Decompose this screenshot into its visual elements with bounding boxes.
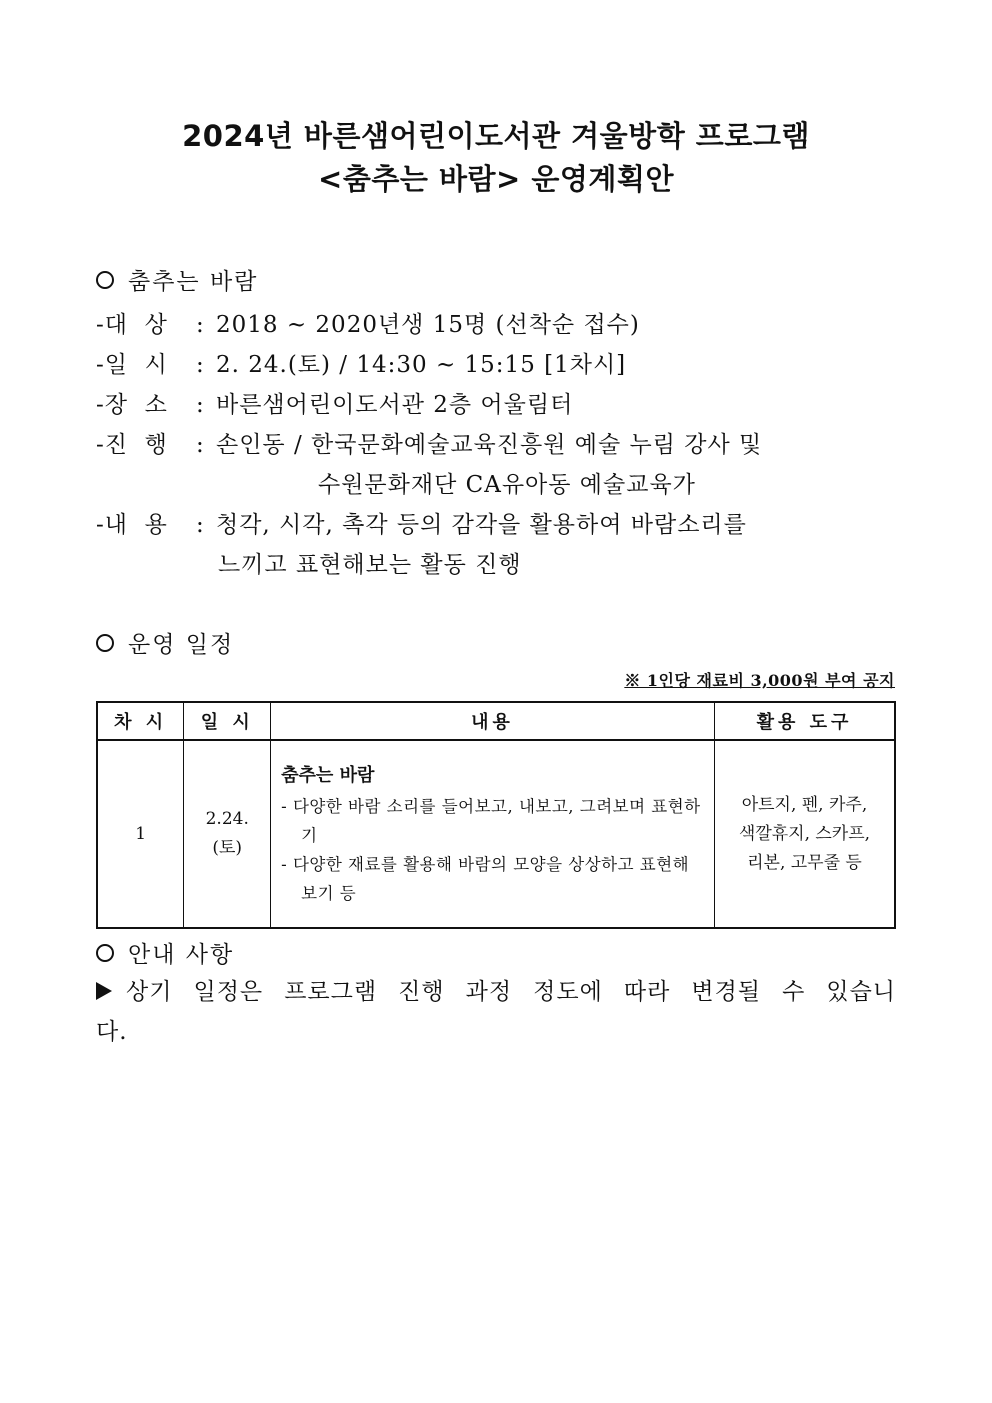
info-value: 바른샘어린이도서관 2층 어울림터 [216,392,574,418]
info-separator: : [196,352,205,378]
program-heading-text: 춤추는 바람 [128,269,259,295]
session-cell: 1 [97,740,184,928]
tools-cell [714,740,895,928]
column-header-content: 내용 [271,702,715,740]
program-section-heading [96,263,258,296]
column-header-date: 일 시 [184,702,271,740]
info-content-continuation: 느끼고 표현해보는 활동 진행 [218,552,522,578]
info-row-place [96,386,573,419]
info-value: 2. 24.(토) / 14:30 ~ 15:15 [1차시] [216,352,627,378]
content-title: 춤추는 바람 [281,764,375,786]
circle-bullet-icon [96,634,114,652]
info-host-continuation: 수원문화재단 CA유아동 예술교육가 [318,472,696,498]
info-value: 2018 ~ 2020년생 15명 (선착순 접수) [216,312,640,338]
guide-note-text: 상기 일정은 프로그램 진행 과정 정도에 따라 변경될 수 있습니 [126,979,896,1005]
day-text: (토) [212,838,243,858]
column-header-tools: 활용 도구 [714,702,895,740]
guide-note-line1 [96,973,896,1006]
circle-bullet-icon [96,944,114,962]
info-label: -내 용 [96,512,168,538]
triangle-bullet-icon [96,982,112,1000]
date-cell [184,740,271,928]
info-label: -진 행 [96,432,168,458]
info-row-host [96,426,762,459]
guide-note-line2: 다. [96,1019,128,1045]
date-text: 2.24. [205,809,249,829]
content-cell [271,740,715,928]
info-label: -대 상 [96,312,168,338]
content-bullet: - 다양한 재료를 활용해 바람의 모양을 상상하고 표현해 보기 등 [281,854,690,903]
schedule-table [96,701,896,929]
material-fee-notice: ※ 1인당 재료비 3,000원 부여 공지 [624,671,895,690]
schedule-section-heading [96,626,234,659]
info-separator: : [196,312,205,338]
info-row-datetime [96,346,626,379]
info-separator: : [196,392,205,418]
schedule-heading-text: 운영 일정 [128,632,235,658]
info-label: -일 시 [96,352,168,378]
tools-text: 색깔휴지, 스카프, [738,823,871,844]
guide-section-heading [96,936,234,969]
info-separator: : [196,512,205,538]
guide-heading-text: 안내 사항 [128,942,235,968]
table-header-row [97,702,895,740]
info-row-content [96,506,747,539]
table-row [97,740,895,928]
tools-text: 리본, 고무줄 등 [747,852,862,873]
info-separator: : [196,432,205,458]
info-value: 손인동 / 한국문화예술교육진흥원 예술 누림 강사 및 [216,432,763,458]
info-value: 청각, 시각, 촉각 등의 감각을 활용하여 바람소리를 [216,512,747,538]
column-header-session: 차 시 [97,702,184,740]
content-bullet: - 다양한 바람 소리를 들어보고, 내보고, 그려보며 표현하기 [281,796,701,845]
circle-bullet-icon [96,271,114,289]
document-title-line2: <춤추는 바람> 운영계획안 [318,162,674,196]
tools-text: 아트지, 펜, 카주, [741,794,868,815]
info-row-target [96,306,640,339]
document-title-line1: 2024년 바른샘어린이도서관 겨울방학 프로그램 [182,119,810,153]
info-label: -장 소 [96,392,168,418]
